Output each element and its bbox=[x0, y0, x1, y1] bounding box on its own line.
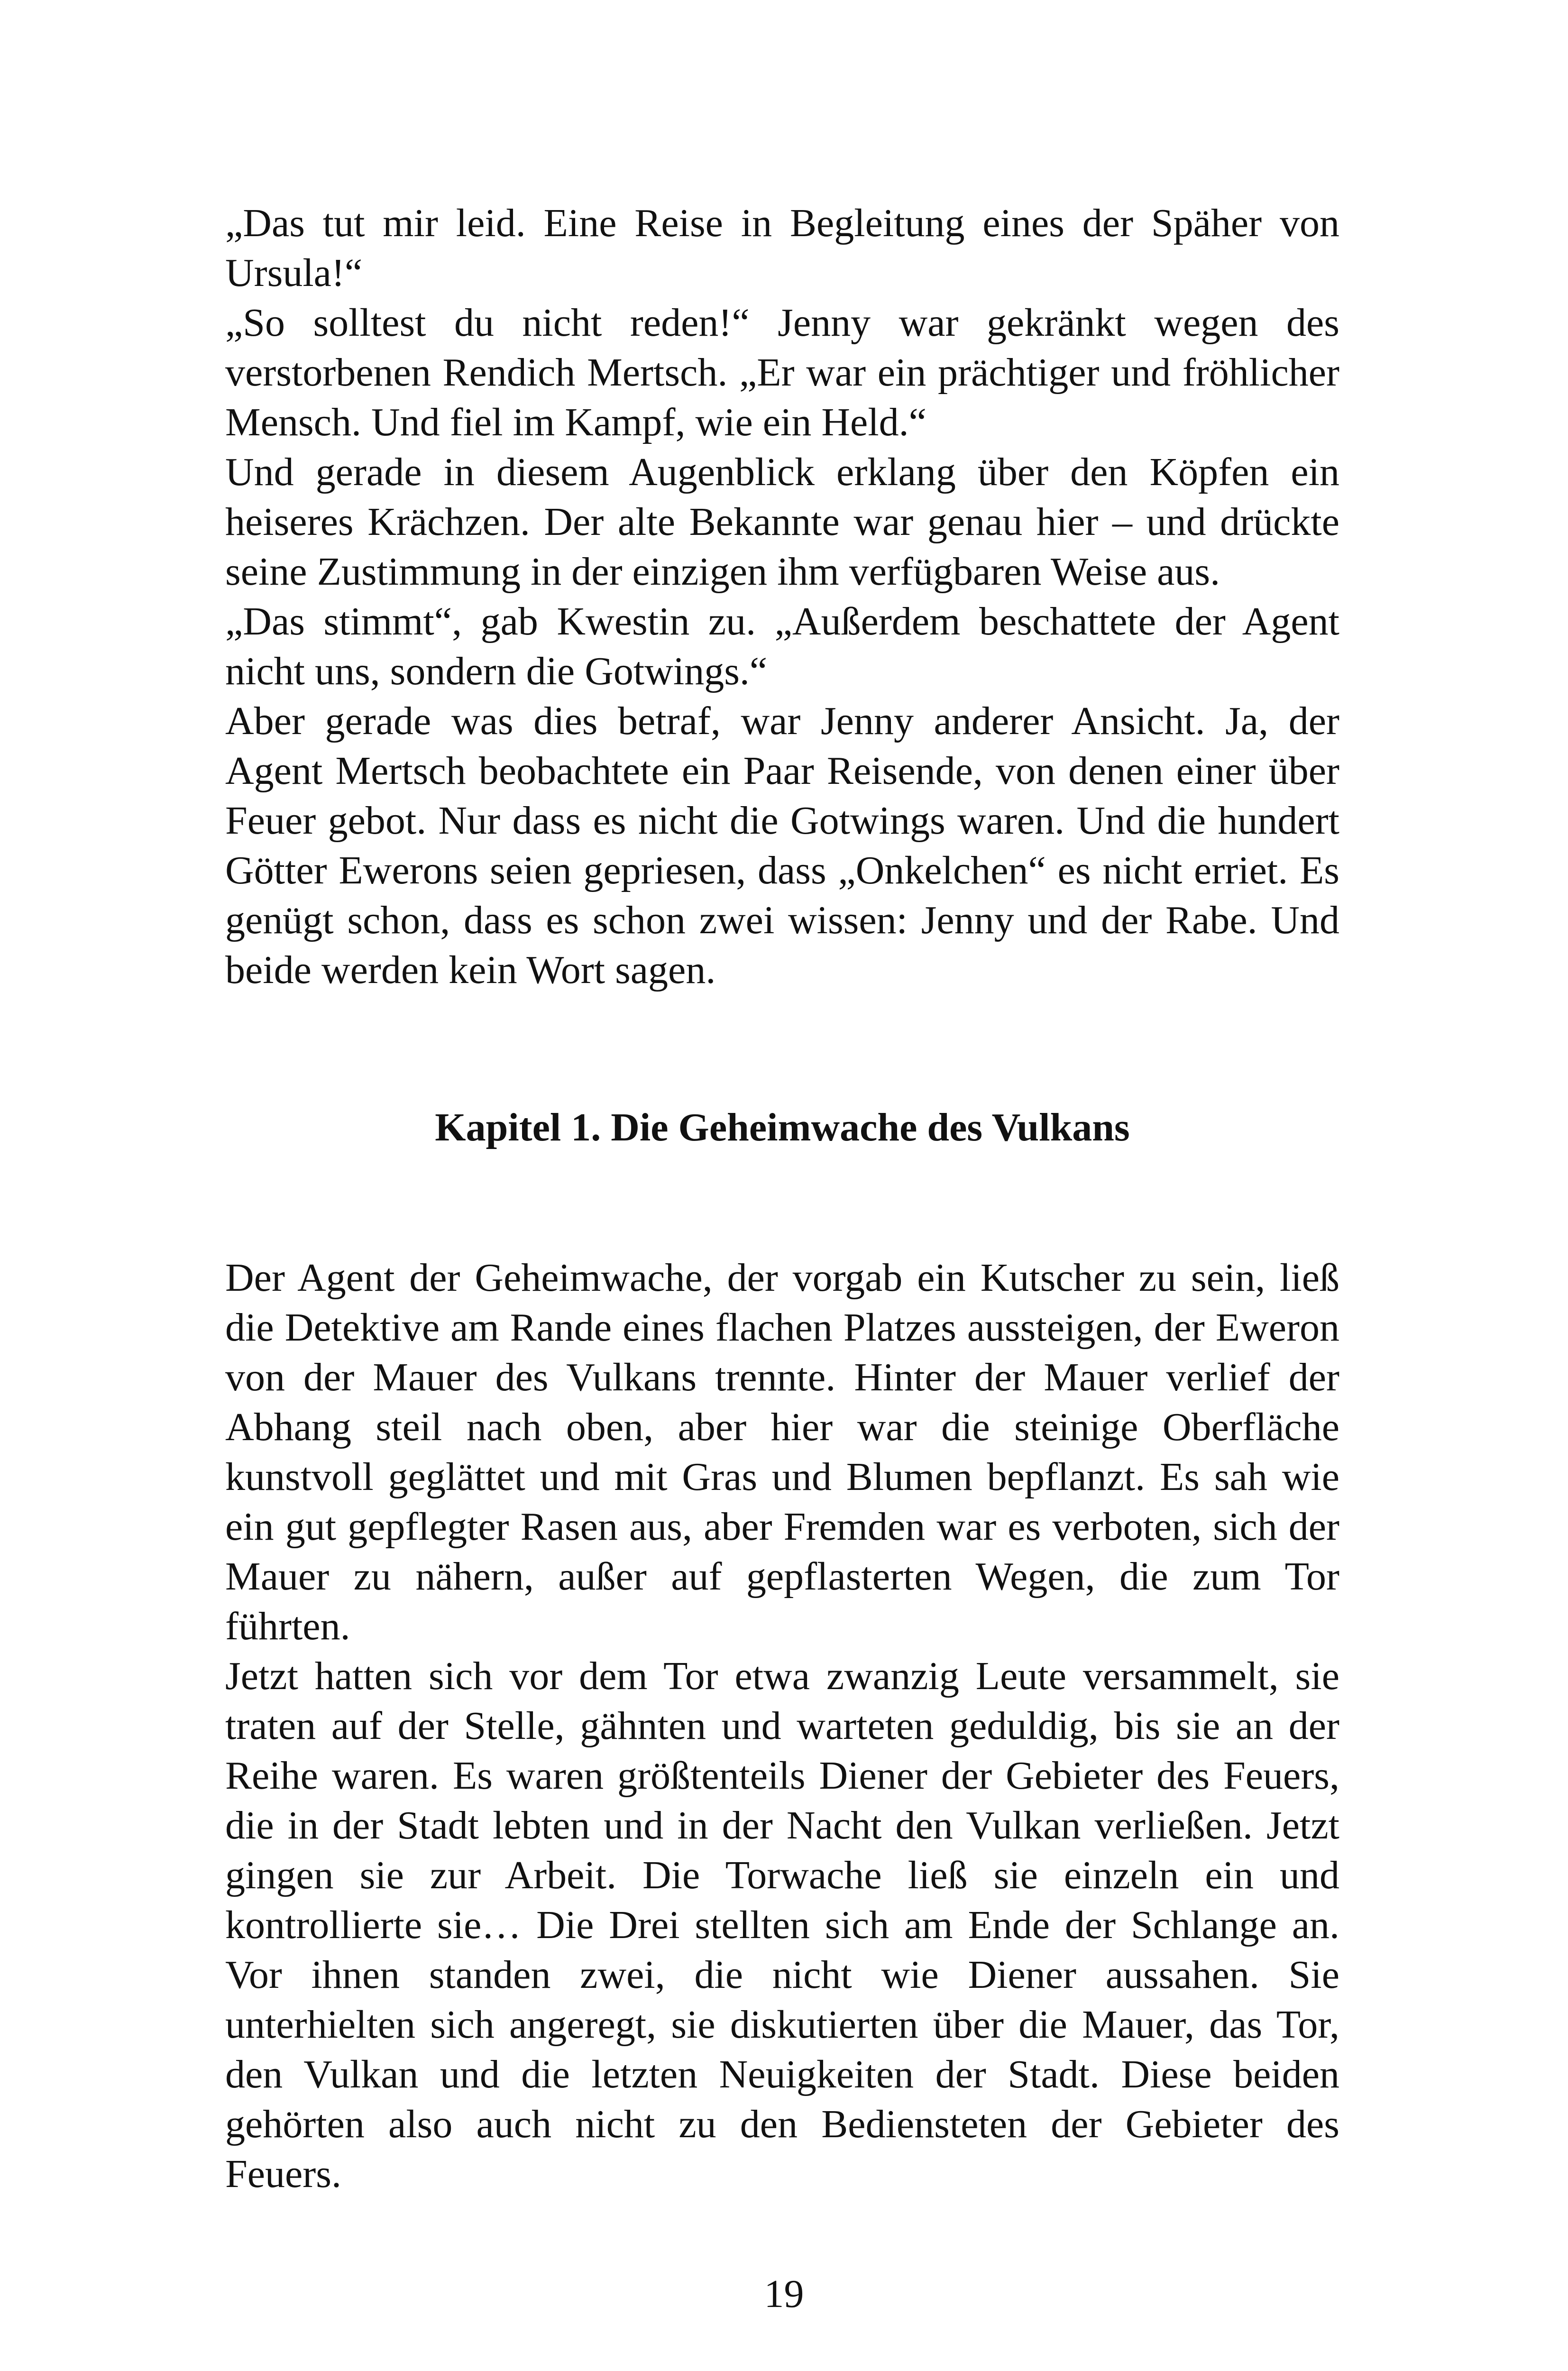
paragraph: Und gerade in diesem Augenblick erklang über den Köpfen ein heiseres Krächzen. Der alte Bekannte war genau hier – und drückte seine Zustimmung in der einzigen ihm verfügbaren Weise aus. bbox=[225, 450, 1339, 594]
chapter-title: Kapitel 1. Die Geheimwache des Vulkans bbox=[435, 1105, 1130, 1149]
page-number: 19 bbox=[764, 2272, 804, 2316]
paragraph: „Das stimmt“, gab Kwestin zu. „Außerdem beschattete der Agent nicht uns, sondern die Gotwings.“ bbox=[225, 599, 1339, 693]
paragraph: „So solltest du nicht reden!“ Jenny war gekränkt wegen des verstorbenen Rendich Mertsch. „Er war ein prächtiger und fröhlicher Mensch. Und fiel im Kampf, wie ein Held.“ bbox=[225, 301, 1339, 444]
paragraph: Der Agent der Geheimwache, der vorgab ein Kutscher zu sein, ließ die Detektive am Rande eines flachen Platzes aussteigen, der Eweron von der Mauer des Vulkans trennte. Hinter der Mauer verlief der Abhang steil nach oben, aber hier war die steinige Oberfläche kunstvoll geglättet und mit Gras und Blumen bepflanzt. Es sah wie ein gut gepflegter Rasen aus, aber Fremden war es verboten, sich der Mauer zu nähern, außer auf gepflasterten Wegen, die zum Tor führten. bbox=[225, 1256, 1339, 1648]
text-block-top bbox=[225, 198, 1339, 995]
paragraph: Aber gerade was dies betraf, war Jenny anderer Ansicht. Ja, der Agent Mertsch beobachtete ein Paar Reisende, von denen einer über Feuer gebot. Nur dass es nicht die Gotwings waren. Und die hundert Götter Ewerons seien gepriesen, dass „Onkelchen“ es nicht erriet. Es genügt schon, dass es schon zwei wissen: Jenny und der Rabe. Und beide werden kein Wort sagen. bbox=[225, 699, 1339, 992]
text-block-bottom bbox=[225, 1253, 1339, 2199]
paragraph: Jetzt hatten sich vor dem Tor etwa zwanzig Leute versammelt, sie traten auf der Stelle, gähnten und warteten geduldig, bis sie an der Reihe waren. Es waren größtenteils Diener der Gebieter des Feuers, die in der Stadt lebten und in der Nacht den Vulkan verließen. Jetzt gingen sie zur Arbeit. Die Torwache ließ sie einzeln ein und kontrollierte sie… Die Drei stellten sich am Ende der Schlange an. Vor ihnen standen zwei, die nicht wie Diener aussahen. Sie unterhielten sich angeregt, sie diskutierten über die Mauer, das Tor, den Vulkan und die letzten Neuigkeiten der Stadt. Diese beiden gehörten also auch nicht zu den Bediensteten der Gebieter des Feuers. bbox=[225, 1654, 1339, 2196]
paragraph: „Das tut mir leid. Eine Reise in Begleitung eines der Späher von Ursula!“ bbox=[225, 201, 1339, 295]
